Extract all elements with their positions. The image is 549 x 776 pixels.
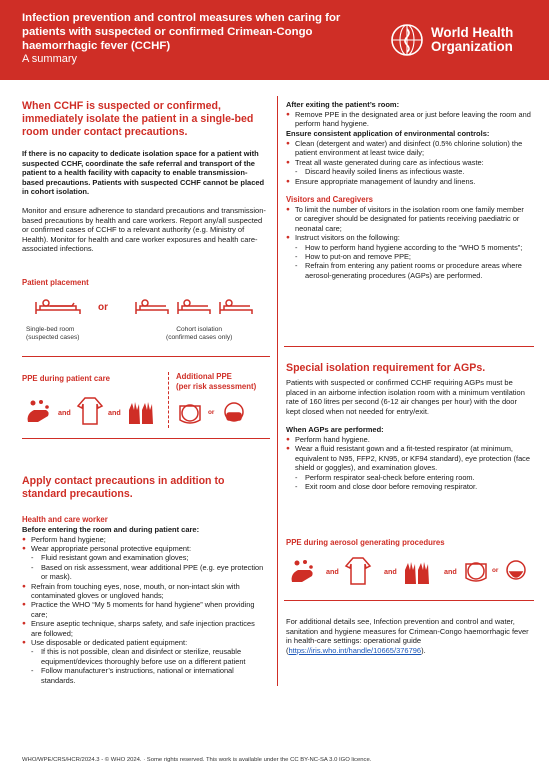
list-item: ● Refrain from touching eyes, nose, mouth, or non-intact skin with contaminated gloves or ungloved hands;: [22, 582, 266, 601]
list-item: ● Ensure appropriate management of laundry and linens.: [286, 177, 532, 186]
contact-heading: Apply contact precautions in addition to standard precautions.: [22, 475, 225, 500]
agp-section: [286, 362, 532, 491]
placement-label: Patient placement: [22, 278, 89, 287]
visitors-label: Visitors and Caregivers: [286, 195, 373, 205]
column-divider: [277, 96, 278, 686]
divider-line: [22, 438, 270, 439]
list-item: - Refrain from entering any patient rooms or procedure areas where aerosol-generating procedures (AGPs) are performed.: [295, 261, 532, 280]
guide-link[interactable]: https://iris.who.int/handle/10665/376796: [288, 645, 422, 655]
list-item: ● Ensure aseptic technique, sharps safety, and safe injection practices are followed;: [22, 619, 266, 638]
org-name: World Health Organization: [431, 25, 514, 54]
list-item: ● Use disposable or dedicated patient equipment: - If this is not possible, clean and disinfect or sterilize, reusable equipment/devices thoroughly before use on a different patient - Follow manufacturer’s instructions, national or international standards.: [22, 638, 266, 685]
ppe-dashed-divider: [168, 372, 169, 428]
header-banner: [0, 0, 549, 80]
after-exit-heading: After exiting the patient’s room:: [286, 100, 400, 109]
document-title: Infection prevention and control measures when caring for patients with suspected or confirmed Crimean-Congo haemorrhagic fever (CCHF): [22, 12, 341, 52]
who-logo: [388, 21, 538, 61]
or-text: or: [492, 567, 499, 574]
divider-line: [22, 356, 270, 357]
footer-license: WHO/WPE/CRS/HCR/2024.3 - © WHO 2024. · Some rights reserved. This work is available under the CC BY-NC-SA 3.0 IGO licence.: [22, 757, 372, 763]
list-item: ● Perform hand hygiene.: [286, 435, 532, 444]
waste-sublist: [295, 167, 532, 176]
gloves-icon: [402, 558, 432, 586]
list-item: - Exit room and close door before removing respirator.: [295, 482, 532, 491]
list-item: - Fluid resistant gown and examination gloves;: [31, 553, 266, 562]
agp-list: [286, 435, 532, 491]
list-item: ● Practice the WHO “My 5 moments for hand hygiene” when providing care;: [22, 600, 266, 619]
medical-mask-icon: [220, 400, 248, 426]
and-text: and: [108, 408, 121, 417]
list-item: ● Instruct visitors on the following: - How to perform hand hygiene according to the “WHO 5 moments”; - How to put-on and remove PPE; - Refrain from entering any patient rooms or procedure areas where aerosol-generating procedures (AGPs) are performed.: [286, 233, 532, 280]
additional-details-note: For additional details see, Infection prevention and control and water, sanitation and hygiene measures for Crimean-Congo haemorrhagic fever in health-care settings: operational guide (https://iris.who.int/handle/10665/376796).: [286, 617, 529, 655]
gown-icon: [76, 396, 104, 426]
list-item: - How to perform hand hygiene according to the “WHO 5 moments”;: [295, 243, 532, 252]
and-text: and: [444, 567, 457, 576]
agp-para: Patients with suspected or confirmed CCHF requiring AGPs must be placed in an airborne infection isolation room with a minimum ventilation rate of 160 litres per second (6-12 air changes per hour) with the door kept closed when not needed for entry/exit.: [286, 378, 525, 416]
gown-icon: [344, 556, 372, 586]
list-item: - Discard heavily soiled linens as infectious waste.: [295, 167, 532, 176]
document-subtitle: A summary: [22, 53, 78, 65]
cohort-beds-icon: [132, 290, 262, 324]
isolate-section: [22, 100, 266, 254]
respirator-icon: [502, 558, 530, 584]
face-shield-icon: [176, 400, 204, 426]
hcw-label: Health and care worker: [22, 515, 108, 524]
single-bed-caption: Single-bed room (suspected cases): [26, 326, 80, 341]
hand-hygiene-icon: [288, 558, 318, 586]
hcw-list: [22, 535, 266, 686]
list-item: - How to put-on and remove PPE;: [295, 252, 532, 261]
list-item: - If this is not possible, clean and disinfect or sterilize, reusable equipment/devices thoroughly before use on a different patient: [31, 647, 266, 666]
respirator-sublist: [295, 473, 532, 492]
list-item: ● Wear a fluid resistant gown and a fit-tested respirator (at minimum, equivalent to N95, FFP2, KN95, or KF94 standard), eye protection (face shield or goggles), and examination gloves. - Perform respirator seal-check before entering room. - Exit room and close door before removing respirator.: [286, 444, 532, 491]
cohort-caption: Cohort isolation (confirmed cases only): [166, 326, 233, 341]
divider-line: [284, 600, 534, 601]
hand-hygiene-icon: [24, 398, 54, 426]
agp-when-heading: When AGPs are performed:: [286, 425, 384, 435]
no-capacity-para: If there is no capacity to dedicate isolation space for a patient with suspected CCHF, coordinate the safe referral and transport of the patient to a health facility with capacity to enable transmission-based precautions. Patients with suspected CCHF cannot be placed in cohort isolation.: [22, 149, 265, 197]
after-exit-list: [286, 110, 532, 129]
list-item: ● Clean (detergent and water) and disinfect (0.5% chlorine solution) the patient environment at least twice daily;: [286, 139, 532, 158]
env-controls-heading: Ensure consistent application of environmental controls:: [286, 129, 490, 139]
or-text: or: [208, 409, 215, 416]
after-exit-section: [286, 100, 532, 280]
list-item: - Based on risk assessment, wear additional PPE (e.g. eye protection or mask).: [31, 563, 266, 582]
patient-placement: [22, 278, 266, 288]
additional-ppe-label: Additional PPE (per risk assessment): [176, 372, 257, 391]
agp-heading: Special isolation requirement for AGPs.: [286, 362, 486, 374]
and-text: and: [58, 408, 71, 417]
and-text: and: [326, 567, 339, 576]
hcw-subheading: Before entering the room and during patient care:: [22, 525, 200, 534]
monitor-para: Monitor and ensure adherence to standard precautions and transmission-based precautions by health and care workers. Report any/all suspected or confirmed cases of CCHF to a relevant authority (e.g. Ministry of Health). Monitor for health and care worker exposures and health care-associated infections.: [22, 205, 266, 254]
single-bed-icon: [30, 292, 90, 322]
face-shield-icon: [462, 558, 490, 584]
list-item: ● Wear appropriate personal protective equipment: - Fluid resistant gown and examination gloves; - Based on risk assessment, wear additional PPE (e.g. eye protection or mask).: [22, 544, 266, 582]
list-item: - Follow manufacturer’s instructions, national or international standards.: [31, 666, 266, 685]
visitors-list: [286, 205, 532, 280]
gloves-icon: [126, 398, 156, 426]
isolate-heading: When CCHF is suspected or confirmed, immediately isolate the patient in a single-bed room under contact precautions.: [22, 100, 254, 138]
ppe-care-label: PPE during patient care: [22, 374, 110, 383]
list-item: ● Treat all waste generated during care as infectious waste: - Discard heavily soiled linens as infectious waste.: [286, 158, 532, 177]
list-item: ● Perform hand hygiene;: [22, 535, 266, 544]
divider-line: [284, 346, 534, 347]
env-controls-list: [286, 139, 532, 186]
instruct-sublist: [295, 243, 532, 281]
equipment-sublist: [31, 647, 266, 685]
placement-or: or: [98, 302, 108, 313]
list-item: ● Remove PPE in the designated area or just before leaving the room and perform hand hygiene.: [286, 110, 532, 129]
contact-precautions-section: [22, 475, 266, 685]
ppe-sublist: [31, 553, 266, 581]
list-item: ● To limit the number of visitors in the isolation room one family member or caregiver should be designated for patients receiving paediatric or neonatal care;: [286, 205, 532, 233]
and-text: and: [384, 567, 397, 576]
who-emblem-icon: [388, 21, 426, 59]
list-item: - Perform respirator seal-check before entering room.: [295, 473, 532, 482]
agp-ppe-label: PPE during aerosol generating procedures: [286, 538, 445, 547]
